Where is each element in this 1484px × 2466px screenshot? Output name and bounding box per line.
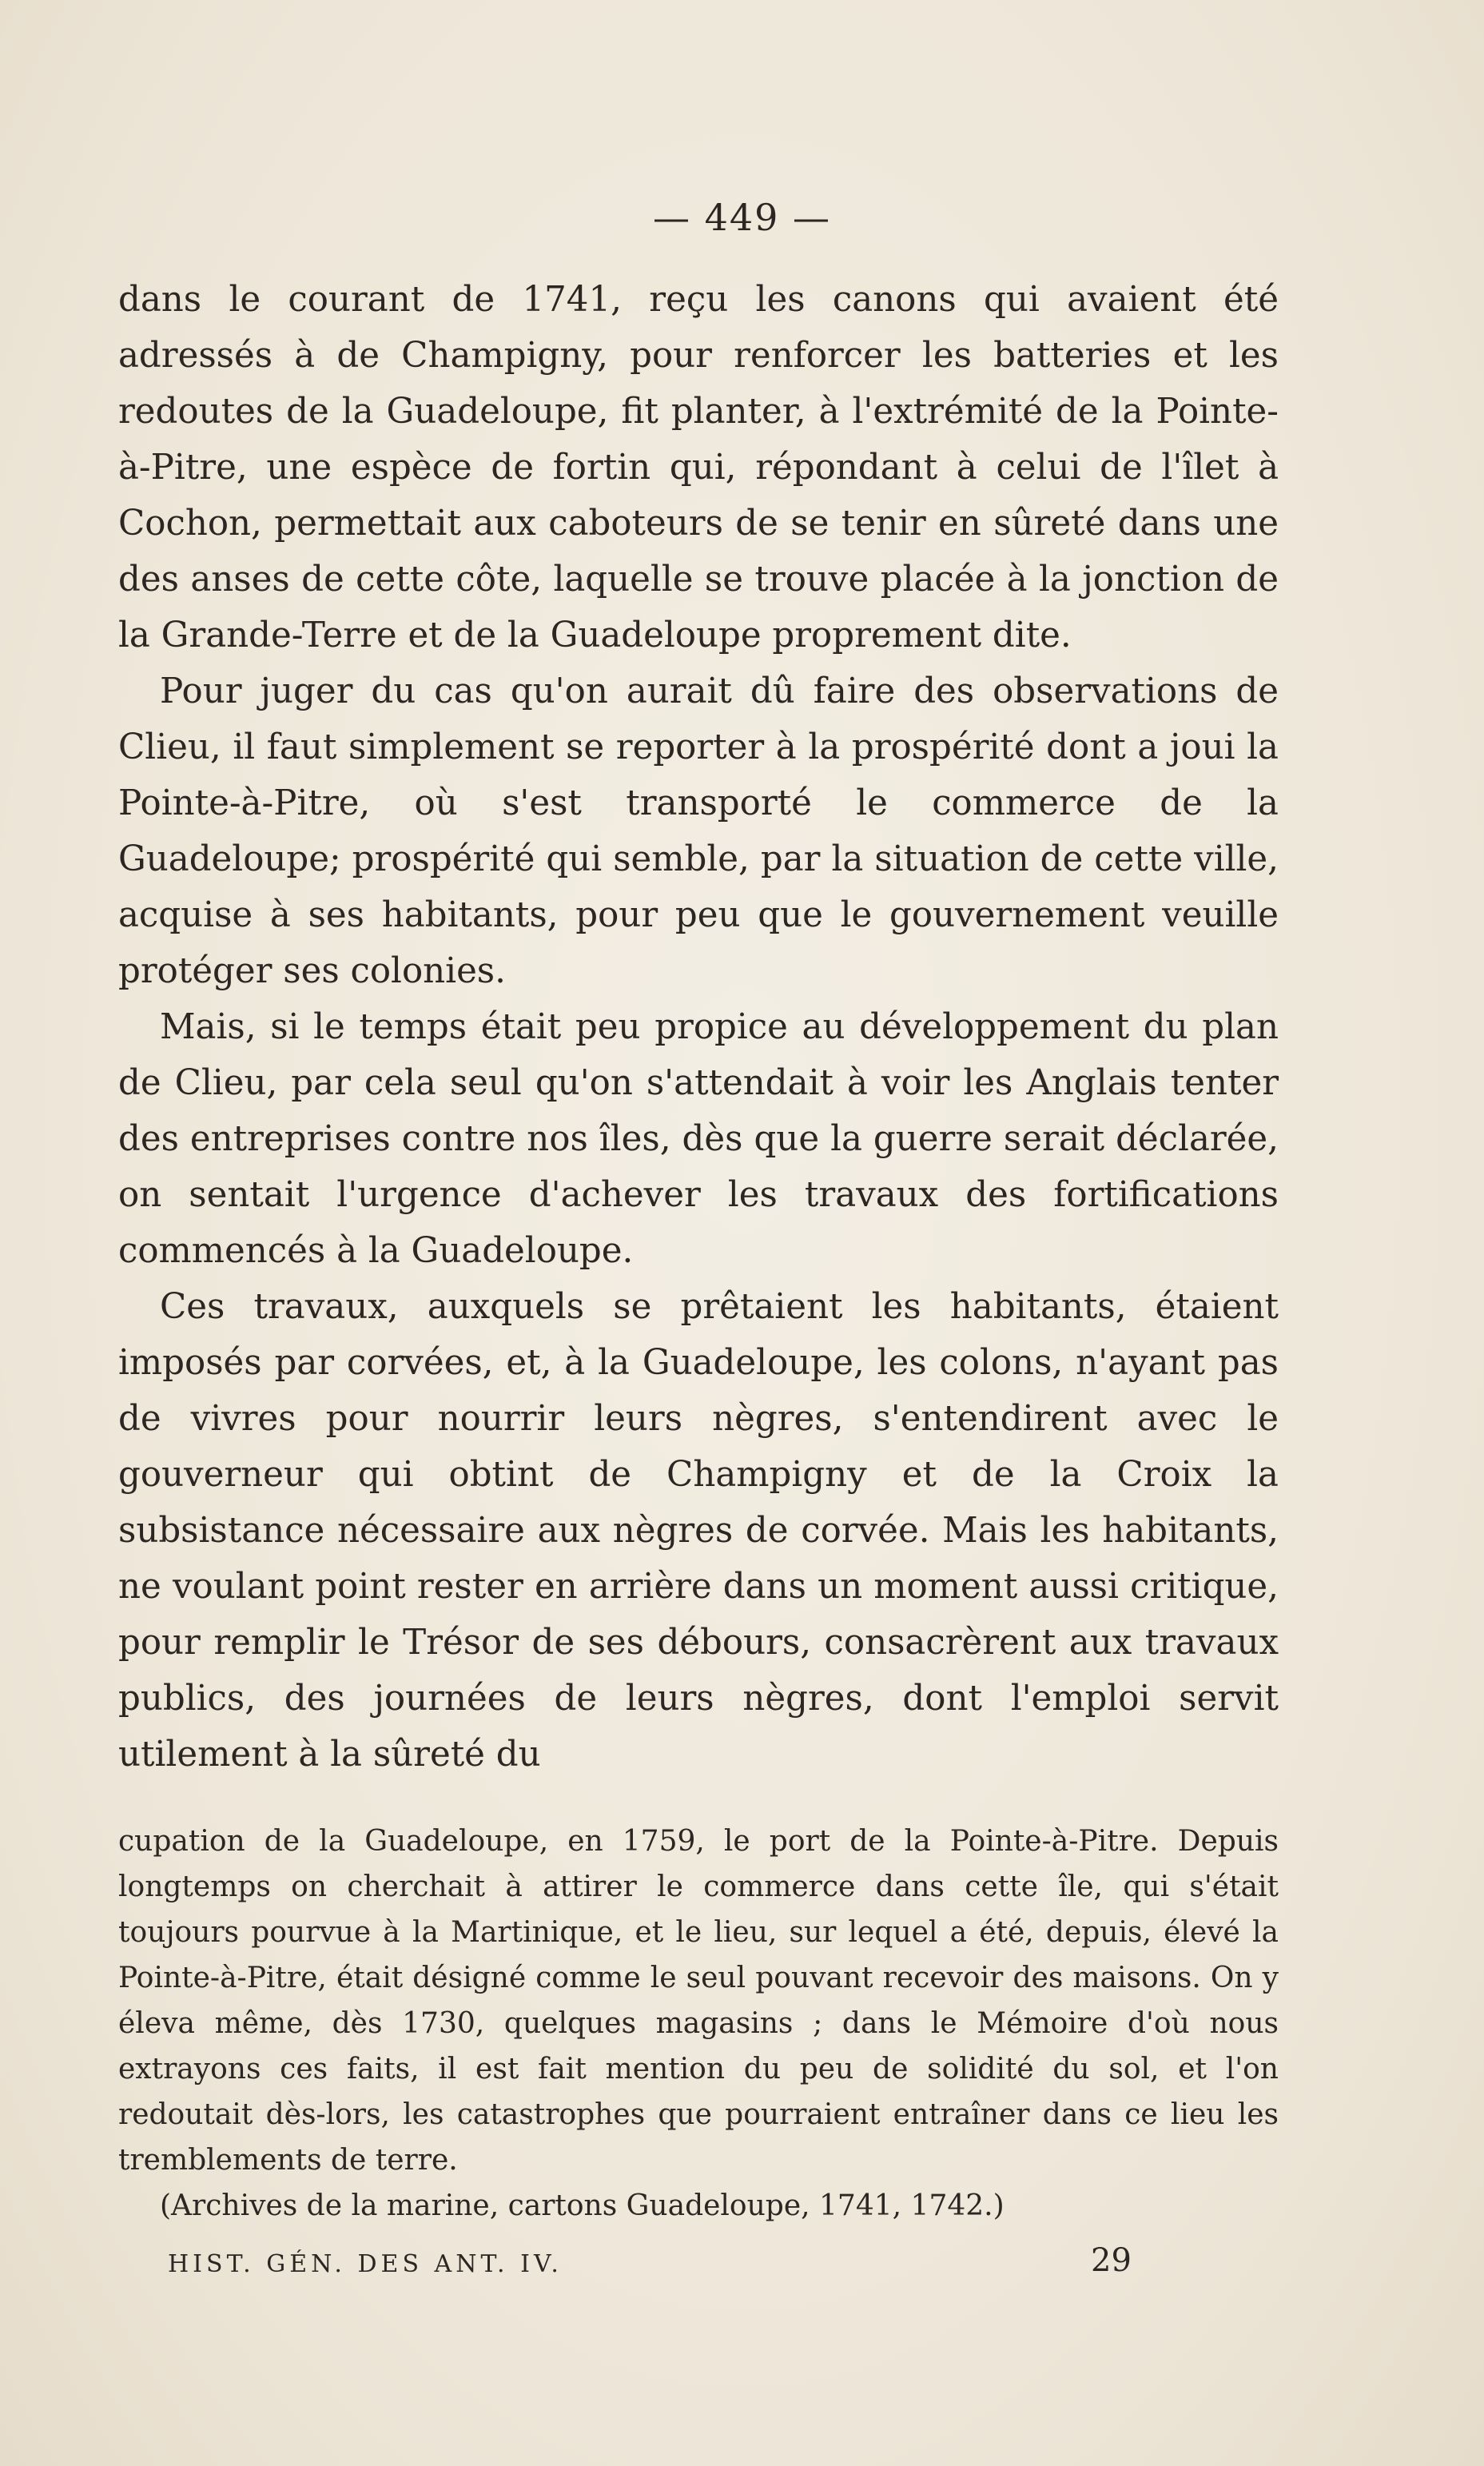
main-text [118, 272, 1279, 1783]
printer-signature: HIST. GÉN. DES ANT. IV. [168, 2250, 563, 2278]
footnote-text: cupation de la Guadeloupe, en 1759, le port de la Pointe-à-Pitre. Depuis longtemps on cherchait à attirer le commerce dans cette île, qui s'était toujours pourvue à la Martinique, et le lieu, sur lequel a été, depuis, élevé la Pointe-à-Pitre, était désigné comme le seul pouvant recevoir des maisons. On y éleva même, dès 1730, quelques magasins ; dans le Mémoire d'où nous extrayons ces faits, il est fait mention du peu de solidité du sol, et l'on redoutait dès-lors, les catastrophes que pourraient entraîner dans ce lieu les tremblements de terre. [118, 1825, 1279, 2177]
paragraph: Pour juger du cas qu'on aurait dû faire des observations de Clieu, il faut simplement se reporter à la prospérité dont a joui la Pointe-à-Pitre, où s'est transporté le commerce de la Guadeloupe; prospérité qui semble, par la situation de cette ville, acquise à ses habitants, pour peu que le gouvernement veuille protéger ses colonies. [118, 671, 1279, 991]
footnote-source: (Archives de la marine, cartons Guadeloupe, 1741, 1742.) [160, 2189, 1005, 2222]
page-number: — 449 — [652, 196, 832, 239]
paragraph: Mais, si le temps était peu propice au développement du plan de Clieu, par cela seul qu'on s'attendait à voir les Anglais tenter des entreprises contre nos îles, dès que la guerre serait déclarée, on sentait l'urgence d'achever les travaux des fortifications commencés à la Guadeloupe. [118, 1007, 1279, 1271]
footnote [118, 1819, 1279, 2229]
paragraph: dans le courant de 1741, reçu les canons qui avaient été adressés à de Champigny, pour renforcer les batteries et les redoutes de la Guadeloupe, fit planter, à l'extrémité de la Pointe-à-Pitre, une espèce de fortin qui, répondant à celui de l'îlet à Cochon, permettait aux caboteurs de se tenir en sûreté dans une des anses de cette côte, laquelle se trouve placée à la jonction de la Grande-Terre et de la Guadeloupe proprement dite. [118, 280, 1279, 655]
paragraph: Ces travaux, auxquels se prêtaient les habitants, étaient imposés par corvées, et, à la Guadeloupe, les colons, n'ayant pas de vivres pour nourrir leurs nègres, s'entendirent avec le gouverneur qui obtint de Champigny et de la Croix la subsistance nécessaire aux nègres de corvée. Mais les habitants, ne voulant point rester en arrière dans un moment aussi critique, pour remplir le Trésor de ses débours, consacrèrent aux travaux publics, des journées de leurs nègres, dont l'emploi servit utilement à la sûreté du [118, 1287, 1279, 1775]
sheet-number: 29 [1091, 2242, 1132, 2279]
